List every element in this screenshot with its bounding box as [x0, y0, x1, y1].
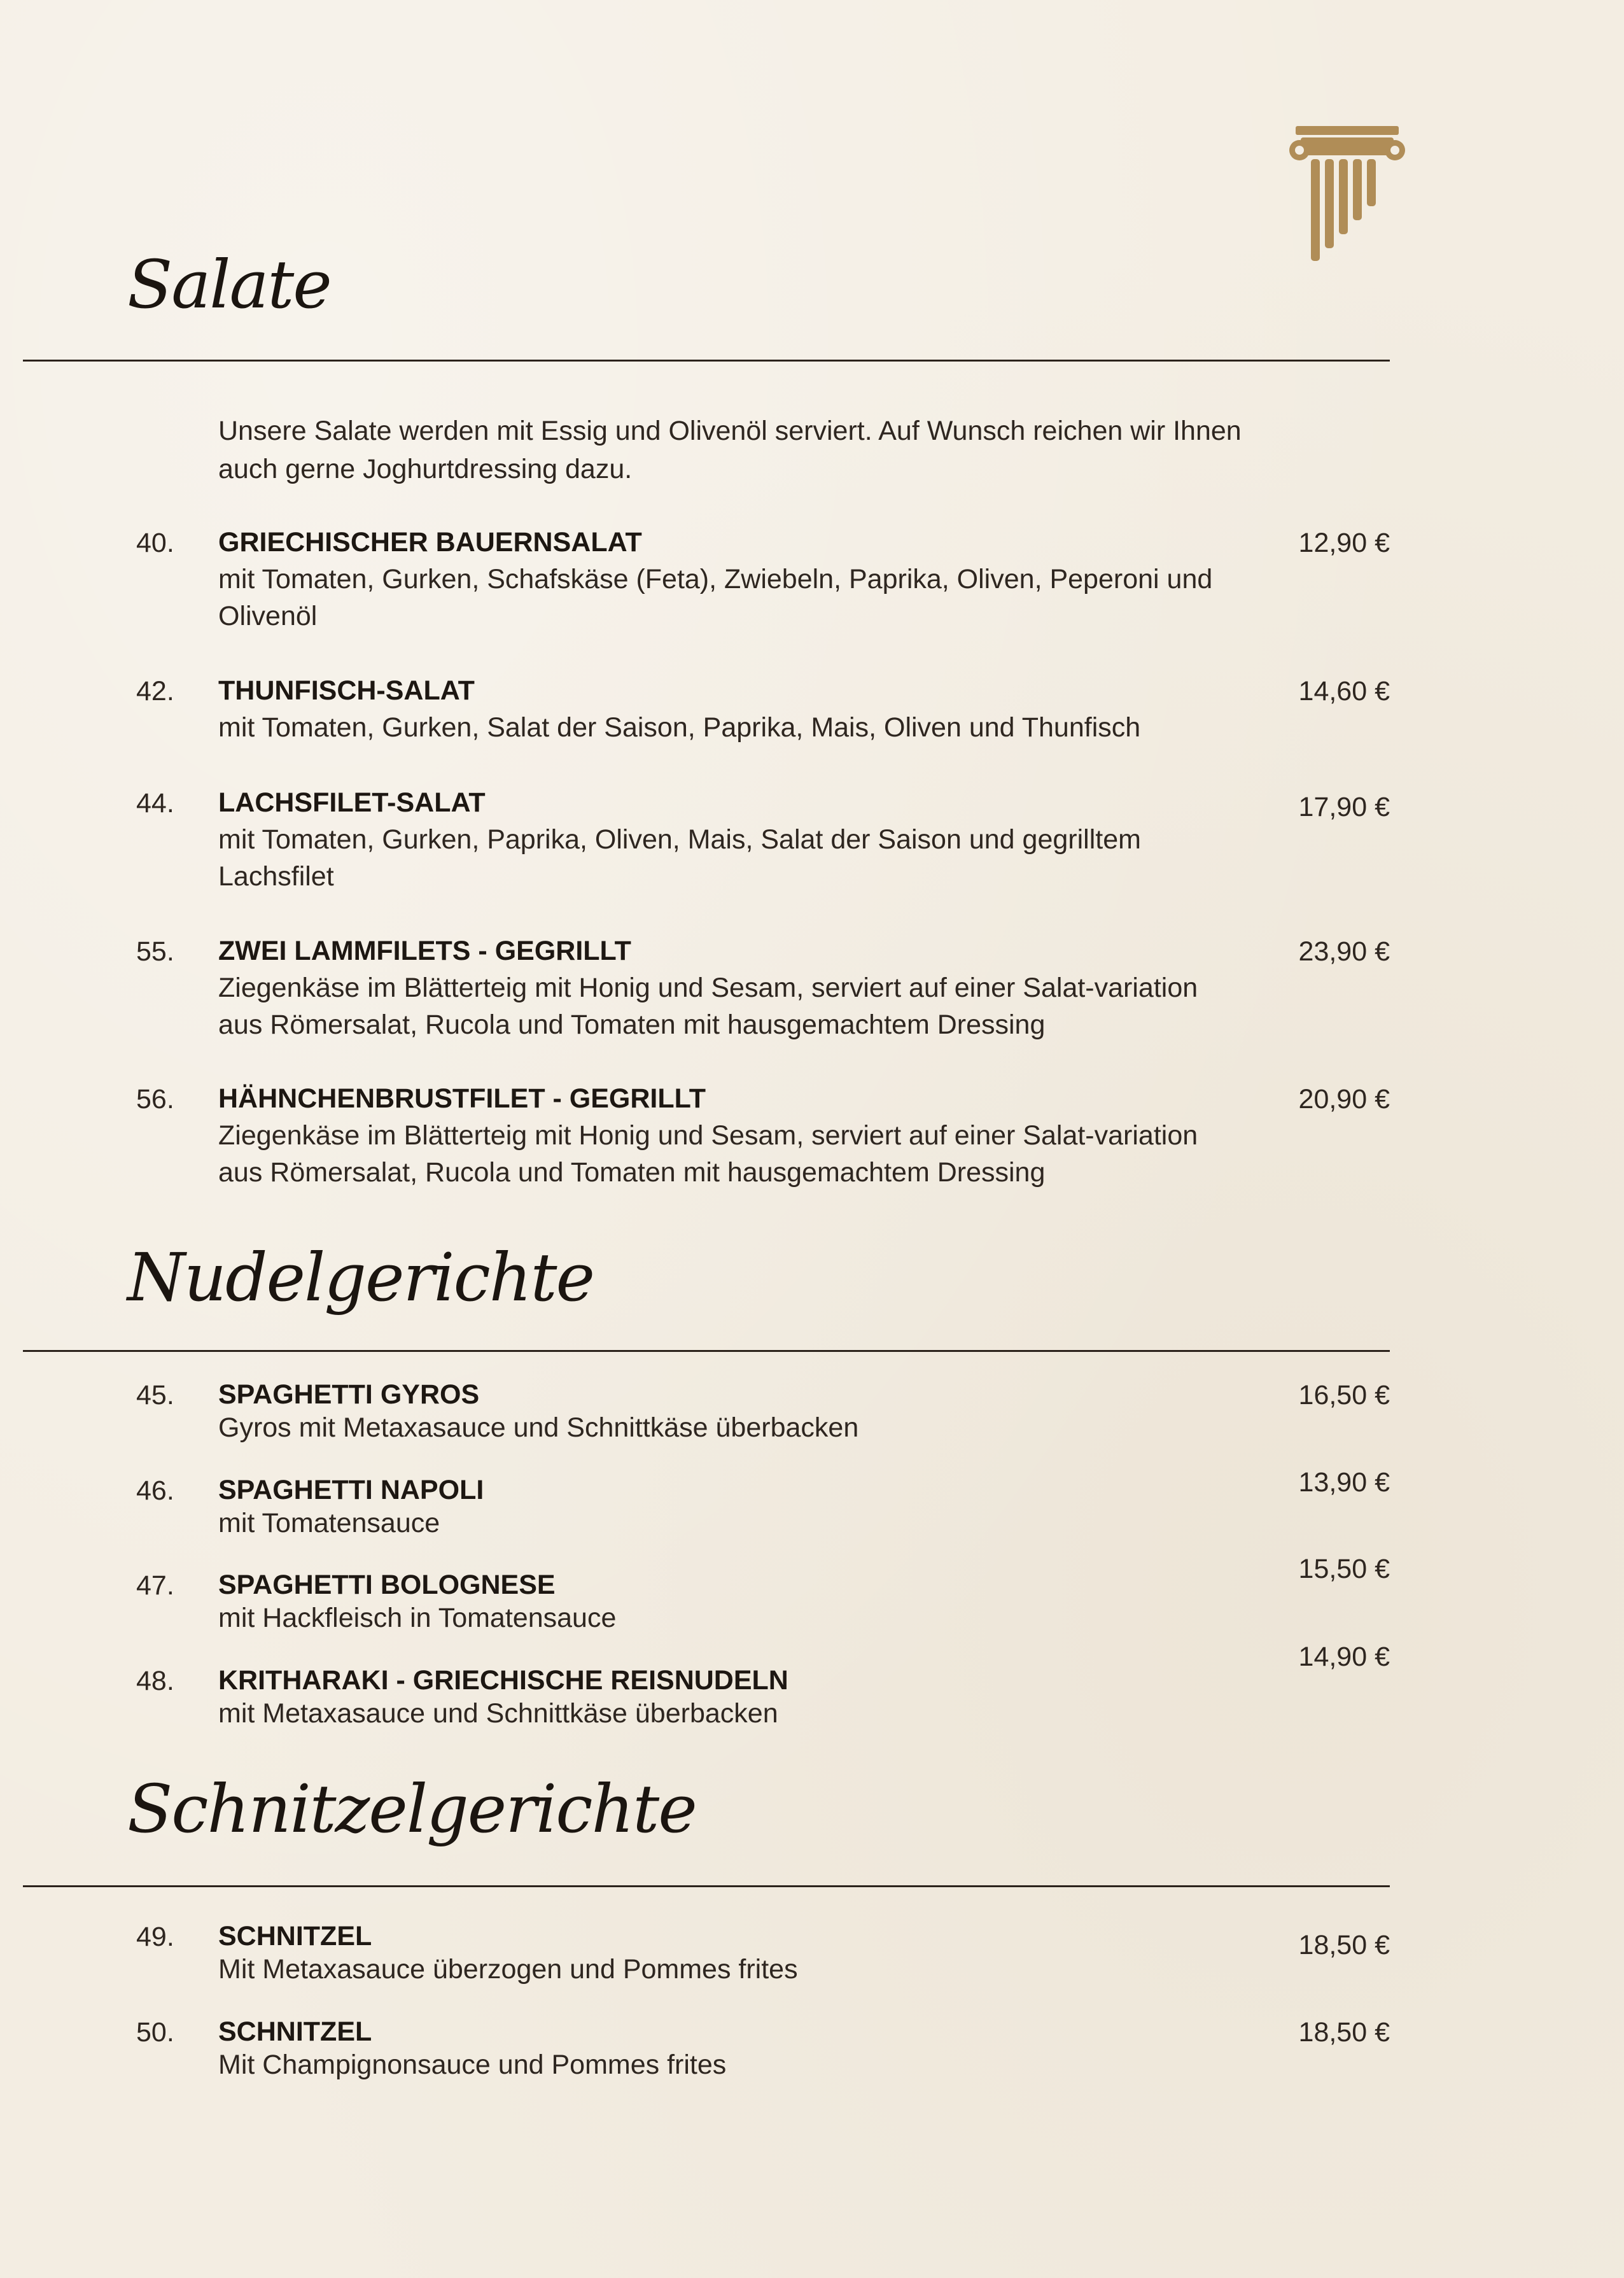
item-price: 18,50 €: [1298, 2017, 1390, 2048]
section-title: Schnitzelgerichte: [127, 1770, 696, 1848]
item-description: Mit Champignonsauce und Pommes frites: [218, 2049, 727, 2080]
item-name: SCHNITZEL: [218, 2016, 372, 2047]
item-number: 44.: [136, 788, 174, 819]
section-intro: Unsere Salate werden mit Essig und Olivenöl serviert. Auf Wunsch reichen wir Ihnen auch gerne Joghurtdressing dazu.: [218, 416, 1242, 484]
item-number: 56.: [136, 1084, 174, 1114]
item-name: SPAGHETTI NAPOLI: [218, 1475, 484, 1505]
greek-column-icon: [1287, 121, 1408, 267]
item-description: Gyros mit Metaxasauce und Schnittkäse überbacken: [218, 1412, 859, 1443]
item-name: KRITHARAKI - GRIECHISCHE REISNUDELN: [218, 1665, 788, 1696]
item-price: 20,90 €: [1298, 1084, 1390, 1114]
item-price: 14,60 €: [1298, 676, 1390, 707]
item-name: THUNFISCH-SALAT: [218, 675, 475, 706]
item-number: 49.: [136, 1922, 174, 1952]
item-number: 55.: [136, 936, 174, 967]
item-number: 42.: [136, 676, 174, 707]
item-description: Mit Metaxasauce überzogen und Pommes frites: [218, 1954, 798, 1985]
item-number: 46.: [136, 1475, 174, 1506]
item-description: Ziegenkäse im Blätterteig mit Honig und Sesam, serviert auf einer Salat-variation aus Römersalat, Rucola und Tomaten mit hausgemachtem Dressing: [218, 1120, 1198, 1188]
item-description: mit Tomaten, Gurken, Salat der Saison, Paprika, Mais, Oliven und Thunfisch: [218, 712, 1141, 743]
section-divider: [23, 360, 1390, 362]
item-description: mit Hackfleisch in Tomatensauce: [218, 1603, 617, 1633]
item-name: SPAGHETTI GYROS: [218, 1379, 480, 1410]
section-title: Nudelgerichte: [127, 1239, 594, 1316]
item-price: 17,90 €: [1298, 792, 1390, 822]
item-name: SCHNITZEL: [218, 1921, 372, 1951]
item-name: LACHSFILET-SALAT: [218, 787, 486, 818]
item-price: 18,50 €: [1298, 1930, 1390, 1960]
item-number: 50.: [136, 2017, 174, 2048]
item-name: HÄHNCHENBRUSTFILET - GEGRILLT: [218, 1083, 706, 1114]
item-number: 48.: [136, 1666, 174, 1696]
item-name: GRIECHISCHER BAUERNSALAT: [218, 527, 642, 558]
section-divider: [23, 1885, 1390, 1887]
item-price: 16,50 €: [1298, 1380, 1390, 1410]
item-name: SPAGHETTI BOLOGNESE: [218, 1570, 556, 1600]
item-price: 15,50 €: [1298, 1554, 1390, 1584]
item-number: 45.: [136, 1380, 174, 1410]
item-name: ZWEI LAMMFILETS - GEGRILLT: [218, 936, 631, 966]
item-price: 12,90 €: [1298, 528, 1390, 558]
item-description: mit Tomaten, Gurken, Paprika, Oliven, Mais, Salat der Saison und gegrilltem Lachsfilet: [218, 824, 1141, 892]
item-price: 14,90 €: [1298, 1642, 1390, 1672]
item-number: 40.: [136, 528, 174, 558]
item-description: mit Tomatensauce: [218, 1508, 440, 1538]
item-description: mit Tomaten, Gurken, Schafskäse (Feta), Zwiebeln, Paprika, Oliven, Peperoni und Olivenöl: [218, 564, 1213, 631]
section-title: Salate: [127, 246, 331, 323]
item-description: Ziegenkäse im Blätterteig mit Honig und Sesam, serviert auf einer Salat-variation aus Römersalat, Rucola und Tomaten mit hausgemachtem Dressing: [218, 973, 1198, 1040]
item-price: 23,90 €: [1298, 936, 1390, 967]
section-divider: [23, 1350, 1390, 1352]
item-description: mit Metaxasauce und Schnittkäse überbacken: [218, 1698, 778, 1729]
item-price: 13,90 €: [1298, 1467, 1390, 1498]
item-number: 47.: [136, 1570, 174, 1601]
